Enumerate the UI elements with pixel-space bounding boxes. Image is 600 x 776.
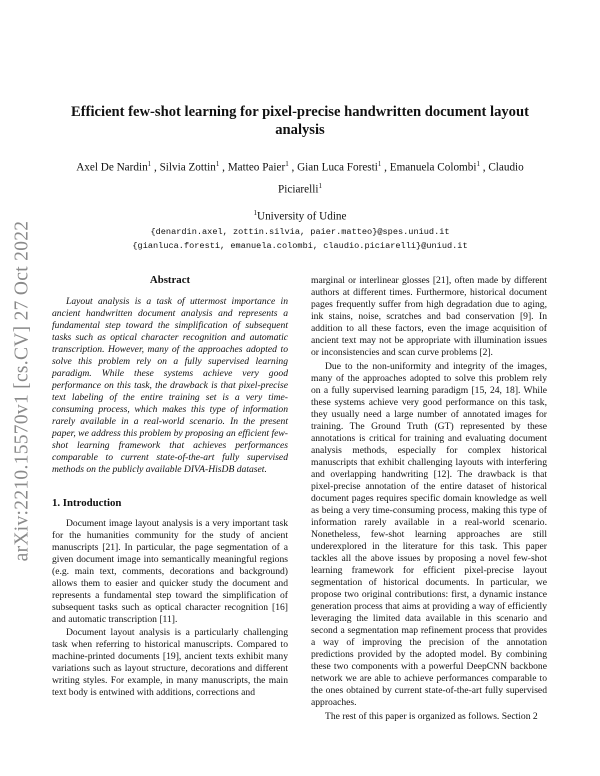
body-paragraph: Due to the non-uniformity and integrity of the images, many of the approaches adopted to solve this problem rely on a fully supervised learning paradigm [15, 24, 18]. While these systems achieve very good performance on this task, they usually need a large number of annotated images for training. The Ground Truth (GT) represented by these annotations is critical for training and evaluating document analysis methods, especially for complex historical manuscripts that exhibit challenging layouts with interfering and overlapping handwriting [12]. The drawback is that pixel-precise annotation of the entire dataset of historical document pages requires specific domain knowledge as well as being a very time-consuming process, making this type of information rarely available in a real-world scenario. Nonetheless, few-shot learning approaches are still underexplored in the literature for this task. This paper tackles all the above issues by proposing a novel few-shot learning framework for efficient pixel-precise layout segmentation of historical documents. In particular, we propose two original contributions: first, a dynamic instance generation process that aims at providing a way of efficiently leveraging the limited data available in this scenario and second a segmentation map refinement process that provides a way of improving the precision of the annotation predictions provided by the adopted model. By combining these two components with a powerful DeepCNN backbone network we are able to achieve performances comparable to the ones obtained by current state-of-the-art fully supervised approaches. — [311, 361, 547, 708]
right-column — [311, 275, 547, 723]
email-line: {denardin.axel, zottin.silvia, paier.matteo}@spes.uniud.it — [150, 226, 450, 237]
author-name: Emanuela Colombi — [389, 161, 477, 174]
author-affiliation-marker: 1 — [285, 160, 289, 168]
author-affiliation-marker: 1 — [377, 160, 382, 168]
author-affiliation-marker: 1 — [215, 160, 220, 168]
author-affiliation-marker: 1 — [318, 181, 322, 190]
body-paragraph: Document image layout analysis is a very important task for the humanities community for the study of ancient manuscripts [21]. In particular, the page segmentation of a given document image into semantically meaningful regions (e.g. main text, comments, decorations and background) allows them to easier and quicker study the document and represents a fundamental step toward the simplification of subsequent tasks such as optical character recognition [16] and automatic transcription [11]. — [52, 518, 288, 625]
arxiv-identifier-sidebar — [2, 205, 42, 577]
author-name: Gian Luca Foresti — [297, 161, 378, 174]
author-affiliation-marker: 1 — [476, 160, 480, 168]
abstract-text: Layout analysis is a task of uttermost importance in ancient handwritten document analysis and represents a fundamental step toward the simplification of subsequent tasks such as optical character recognition and automatic transcription. However, many of the approaches adopted to solve this problem rely on a fully supervised learning paradigm. While these systems achieve very good performance on this task, the drawback is that pixel-precise text labeling of the entire training set is a very time-consuming process, which makes this type of information rarely available in a real-world scenario. In the present paper, we address this problem by proposing an efficient few-shot learning framework that achieves performances comparable to current state-of-the-art fully supervised methods on the publicly available DIVA-HisDB dataset. — [52, 296, 288, 475]
left-column — [52, 274, 288, 699]
affiliation-name: $^1$University of Udine — [253, 209, 347, 223]
body-paragraph: Document layout analysis is a particularly challenging task when referring to historical manuscripts. Compared to machine-printed documents [19], ancient texts exhibit many variations such as layout structure, decorations and different writing styles. For example, in many manuscripts, the main text body is entwined with additions, corrections and — [52, 627, 288, 698]
paper-title: Efficient few-shot learning for pixel-precise handwritten document layout analysis — [71, 104, 529, 138]
introduction-heading: 1. Introduction — [52, 497, 122, 509]
affiliation-marker: 1 — [253, 209, 257, 217]
author-affiliation-marker: 1 — [147, 160, 152, 168]
author-name: Axel De Nardin — [76, 161, 148, 174]
author-name: Matteo Paier — [227, 161, 286, 174]
author-name: Silvia Zottin — [159, 161, 216, 174]
email-list — [60, 225, 540, 253]
author-name: Claudio Piciarelli — [278, 161, 524, 196]
author-list: Axel De Nardin$^1$ , Silvia Zottin$^1$ , Matteo Paier$^1$ , Gian Luca Foresti$^1$ , Emanuela Colombi$^1$ , Claudio Piciarelli$^1$ — [76, 160, 524, 196]
email-line: {gianluca.foresti, emanuela.colombi, claudio.piciarelli}@uniud.it — [132, 240, 468, 251]
body-paragraph: marginal or interlinear glosses [21], often made by different authors at different times. Furthermore, historical document pages frequently suffer from high degradation due to aging, ink stains, noise, scratches and bad conservation [9]. In addition to all these factors, even the image acquisition of ancient text may not be appropriate with illumination issues or inconsistencies and scan curve problems [2]. — [311, 275, 547, 358]
abstract-heading: Abstract — [149, 274, 191, 286]
body-paragraph: The rest of this paper is organized as follows. Section 2 — [325, 711, 538, 722]
affiliation-block — [60, 206, 540, 253]
arxiv-identifier-text: arXiv:2210.15570v1 [cs.CV] 27 Oct 2022 — [11, 220, 33, 562]
